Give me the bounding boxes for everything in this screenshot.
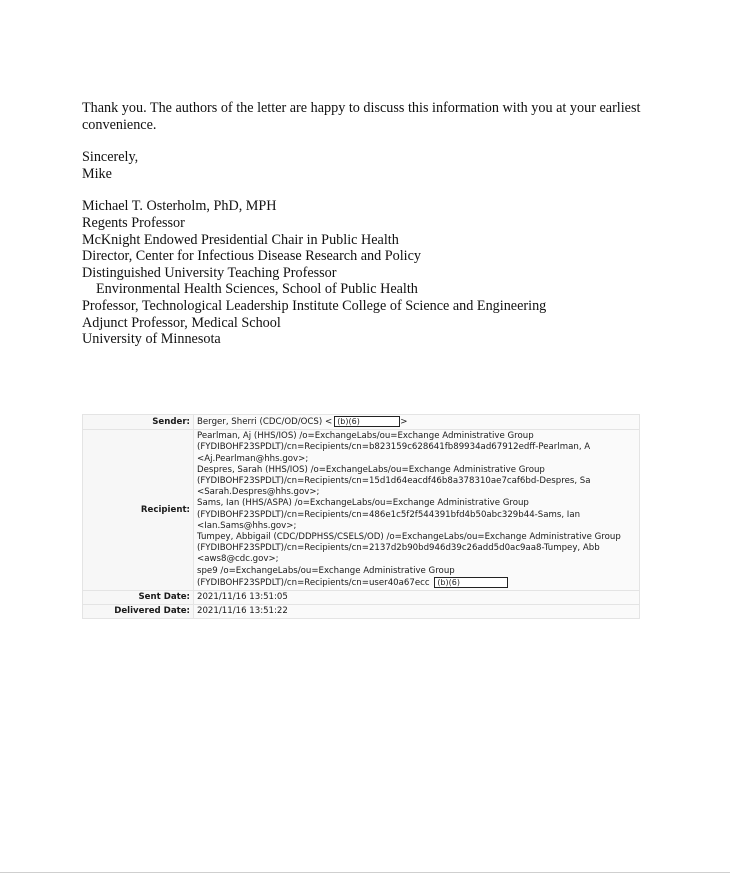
recipient-line: Tumpey, Abbigail (CDC/DDPHSS/CSELS/OD) /o=ExchangeLabs/ou=Exchange Administrative Group bbox=[197, 532, 621, 543]
recipient-line: Pearlman, Aj (HHS/IOS) /o=ExchangeLabs/ou=Exchange Administrative Group bbox=[197, 431, 534, 442]
signature-name: Michael T. Osterholm, PhD, MPH bbox=[82, 198, 277, 215]
sent-date-row bbox=[83, 591, 640, 605]
recipient-line: <aws8@cdc.gov>; bbox=[197, 554, 279, 565]
sender-name: Berger, Sherri (CDC/OD/OCS) < bbox=[197, 417, 333, 427]
closing-paragraph: Thank you. The authors of the letter are happy to discuss this information with you at your earliest convenience. bbox=[82, 100, 641, 133]
recipient-line: <Ian.Sams@hhs.gov>; bbox=[197, 520, 297, 531]
sender-short-name: Mike bbox=[82, 165, 112, 182]
sent-date-value: 2021/11/16 13:51:05 bbox=[194, 591, 640, 605]
signature-title: Adjunct Professor, Medical School bbox=[82, 314, 281, 331]
delivered-date-label: Delivered Date: bbox=[83, 605, 194, 619]
sent-date-label: Sent Date: bbox=[83, 591, 194, 605]
recipient-line: Sams, Ian (HHS/ASPA) /o=ExchangeLabs/ou=Exchange Administrative Group bbox=[197, 498, 529, 509]
recipient-last-line bbox=[197, 577, 636, 589]
recipient-line: Despres, Sarah (HHS/IOS) /o=ExchangeLabs/ou=Exchange Administrative Group bbox=[197, 464, 545, 475]
recipient-label: Recipient: bbox=[83, 430, 194, 591]
recipient-line-text: (FYDIBOHF23SPDLT)/cn=Recipients/cn=user40a67ecc bbox=[197, 577, 430, 588]
signature-title: McKnight Endowed Presidential Chair in Public Health bbox=[82, 231, 399, 248]
recipient-line: (FYDIBOHF23SPDLT)/cn=Recipients/cn=486e1c5f2f544391bfd4b50abc329b44-Sams, Ian bbox=[197, 509, 581, 520]
recipient-value bbox=[194, 430, 640, 591]
letter-body bbox=[82, 100, 682, 348]
delivered-date-value: 2021/11/16 13:51:22 bbox=[194, 605, 640, 619]
signature-title: Environmental Health Sciences, School of Public Health bbox=[96, 281, 418, 298]
sender-value bbox=[194, 415, 640, 430]
sender-row bbox=[83, 415, 640, 430]
sender-label: Sender: bbox=[83, 415, 194, 430]
sender-suffix: > bbox=[400, 417, 408, 427]
redaction-box: (b)(6) bbox=[434, 577, 508, 588]
recipient-line: (FYDIBOHF23SPDLT)/cn=Recipients/cn=15d1d64eacdf46b8a378310ae7caf6bd-Despres, Sa bbox=[197, 476, 591, 487]
delivered-date-row bbox=[83, 605, 640, 619]
page-bottom-divider bbox=[0, 872, 730, 873]
salutation: Sincerely, bbox=[82, 149, 139, 166]
signature-affiliation: University of Minnesota bbox=[82, 331, 221, 348]
signature-title: Distinguished University Teaching Professor bbox=[82, 264, 337, 281]
recipient-line: <Sarah.Despres@hhs.gov>; bbox=[197, 487, 320, 498]
recipient-line: spe9 /o=ExchangeLabs/ou=Exchange Administrative Group bbox=[197, 565, 455, 576]
signature-title: Regents Professor bbox=[82, 214, 185, 231]
recipient-line: (FYDIBOHF23SPDLT)/cn=Recipients/cn=b823159c628641fb89934ad67912edff-Pearlman, A bbox=[197, 442, 591, 453]
redaction-box: (b)(6) bbox=[334, 416, 400, 427]
recipient-line: <Aj.Pearlman@hhs.gov>; bbox=[197, 453, 309, 464]
recipient-row bbox=[83, 430, 640, 591]
recipient-line: (FYDIBOHF23SPDLT)/cn=Recipients/cn=2137d2b90bd946d39c26add5d0ac9aa8-Tumpey, Abb bbox=[197, 543, 600, 554]
signature-title: Professor, Technological Leadership Institute College of Science and Engineering bbox=[82, 297, 547, 314]
email-metadata-table bbox=[82, 414, 640, 619]
signature-title: Director, Center for Infectious Disease Research and Policy bbox=[82, 248, 422, 265]
